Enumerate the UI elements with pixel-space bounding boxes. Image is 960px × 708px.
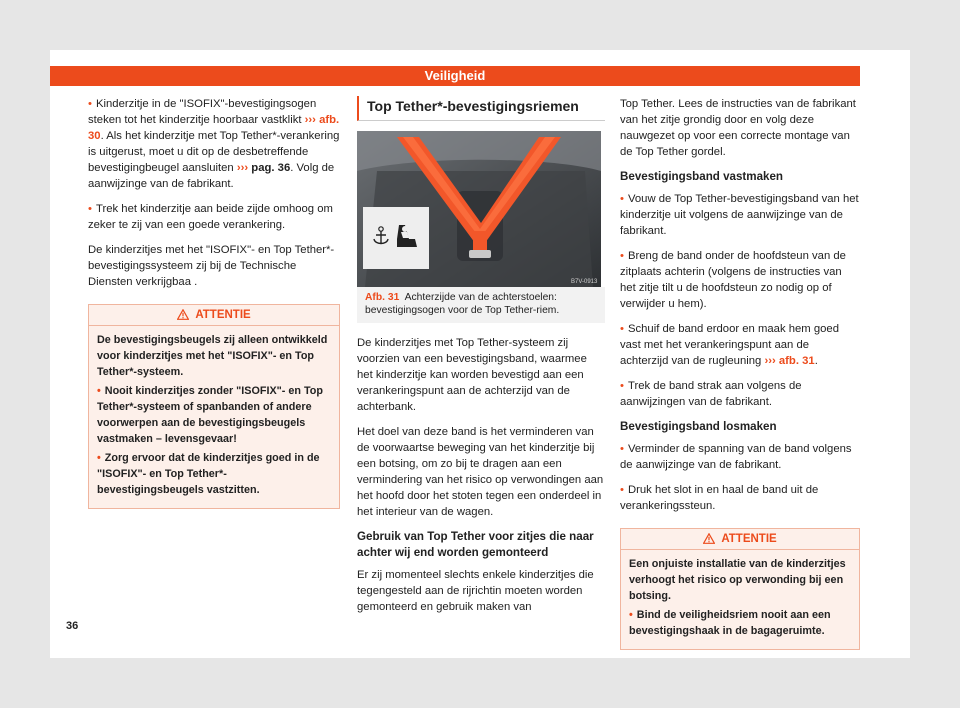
- warning-bullet: [97, 450, 331, 498]
- warning-box: [620, 528, 860, 650]
- section-title: Veiligheid: [424, 68, 486, 83]
- cross-ref-arrow: ›››: [304, 114, 316, 126]
- section-header: [50, 66, 860, 86]
- page-link[interactable]: pag. 36: [251, 162, 291, 174]
- cross-ref-arrow: ›››: [236, 162, 249, 174]
- subheading: Gebruik van Top Tether voor zitjes die naar achter wij end worden gemonteerd: [357, 530, 594, 559]
- warning-bullet-text: Nooit kinderzitjes zonder "ISOFIX"- en Top Tether*-systeem of spanbanden of andere voorwerpen aan de bevestigingsbeugels vastmaken – levensgevaar!: [97, 385, 323, 445]
- paragraph: Er zij momenteel slechts enkele kinderzitjes die tegengesteld aan de rijrichtin moeten worden gemonteerd en gebruik maken van: [357, 569, 594, 613]
- instruction-bullet: [88, 201, 340, 233]
- warning-text: Een onjuiste installatie van de kinderzitjes verhoogt het risico op verwonding bij een botsing.: [629, 558, 846, 602]
- cross-ref-arrow: ›››: [764, 355, 776, 367]
- bullet-text: Breng de band onder de hoofdsteun van de zitplaats achterin (volgens de instructies van het zitje tilt u de hoofdsteun zo nodig op of verwijder u hem).: [620, 250, 846, 310]
- figure-code: B7V-0913: [571, 279, 598, 285]
- subheading: Bevestigingsband losmaken: [620, 420, 777, 433]
- caption-label: Afb. 31: [365, 292, 400, 303]
- caption-text: Achterzijde van de achterstoelen: bevestigingsogen voor de Top Tether-riem.: [365, 292, 560, 316]
- instruction-bullet: [620, 482, 860, 514]
- instruction-bullet: [620, 378, 860, 410]
- anchor-childseat-icon: [371, 219, 421, 259]
- bullet-text: Trek de band strak aan volgens de aanwijzingen van de fabrikant.: [620, 380, 802, 408]
- paragraph: Het doel van deze band is het verminderen van de voorwaartse beweging van het kinderzitje bij een botsing, om zo bij te dragen aan een vermindering van het risico op verwondingen aan het hoofd door het stoten tegen een onderdeel in het interieur van de wagen.: [357, 426, 604, 518]
- column-right: [620, 96, 860, 650]
- warning-box: [88, 304, 340, 509]
- instruction-bullet: [620, 321, 860, 369]
- warning-title: ATTENTIE: [195, 309, 251, 321]
- section-heading: Top Tether*-bevestigingsriemen: [357, 96, 605, 121]
- subheading: Bevestigingsband vastmaken: [620, 170, 784, 183]
- warning-text: De bevestigingsbeugels zij alleen ontwikkeld voor kinderzitjes met het "ISOFIX"- en Top Tether*-systeem.: [97, 334, 328, 378]
- warning-triangle-icon: [177, 309, 189, 320]
- paragraph: De kinderzitjes met het "ISOFIX"- en Top Tether*-bevestigingssysteem zij bij de Technische Diensten verkrijgbaa .: [88, 244, 335, 288]
- instruction-bullet: [620, 191, 860, 239]
- warning-body: [621, 550, 859, 649]
- paragraph: De kinderzitjes met Top Tether-systeem zij voorzien van een bevestigingsband, waarmee het kinderzitje kan worden bevestigd aan een verankeringspunt aan de achterzijd van de achterbank.: [357, 337, 587, 413]
- instruction-bullet: [620, 441, 860, 473]
- bullet-text: Vouw de Top Tether-bevestigingsband van het kinderzitje uit volgens de aanwijzinge van de fabrikant.: [620, 193, 859, 237]
- warning-triangle-icon: [703, 533, 715, 544]
- instruction-bullet: [88, 96, 340, 192]
- bullet-text: Druk het slot in en haal de band uit de verankeringssteun.: [620, 484, 819, 512]
- bullet-text: Schuif de band erdoor en maak hem goed vast met het verankeringspunt aan de achterzijd van de rugleuning: [620, 323, 839, 367]
- warning-header: [621, 529, 859, 550]
- bullet-text: . Als het kinderzitje met Top Tether*-verankering is uitgerust, moet u dit op de desbetreffende bevestigingbeugel aansluiten: [88, 130, 340, 174]
- bullet-text: Trek het kinderzitje aan beide zijde omhoog om zeker te zij van een goede verankering.: [88, 203, 333, 231]
- page-number: 36: [66, 620, 79, 632]
- warning-bullet-text: Zorg ervoor dat de kinderzitjes goed in de "ISOFIX"- en Top Tether*-bevestigingsbeugels vastzitten.: [97, 452, 320, 496]
- figure-seat-back: [357, 131, 601, 287]
- figure-caption: [357, 287, 605, 323]
- seat-back-illustration: [357, 131, 601, 287]
- warning-body: [89, 326, 339, 508]
- instruction-bullet: [620, 248, 860, 312]
- warning-title: ATTENTIE: [721, 533, 777, 545]
- figure-link[interactable]: afb. 30: [88, 114, 340, 142]
- warning-bullet: [97, 383, 331, 447]
- figure-link[interactable]: afb. 31: [778, 355, 815, 367]
- paragraph: Top Tether. Lees de instructies van de fabrikant van het zitje grondig door en volg deze nauwgezet op voor een correcte montage van de Top Tether gordel.: [620, 98, 856, 158]
- bullet-text: Verminder de spanning van de band volgens de aanwijzinge van de fabrikant.: [620, 443, 852, 471]
- warning-header: [89, 305, 339, 326]
- column-left: [88, 96, 340, 509]
- bullet-text: . Volg de aanwijzinge van de fabrikant.: [88, 162, 335, 190]
- warning-bullet-text: Bind de veiligheidsriem nooit aan een bevestigingshaak in de bagageruimte.: [629, 609, 831, 637]
- bullet-text: Kinderzitje in de "ISOFIX"-bevestigingsogen steken tot het kinderzitje hoorbaar vastklikt: [88, 98, 317, 126]
- column-middle: [357, 96, 605, 624]
- bullet-text: .: [814, 355, 818, 367]
- warning-bullet: [629, 607, 851, 639]
